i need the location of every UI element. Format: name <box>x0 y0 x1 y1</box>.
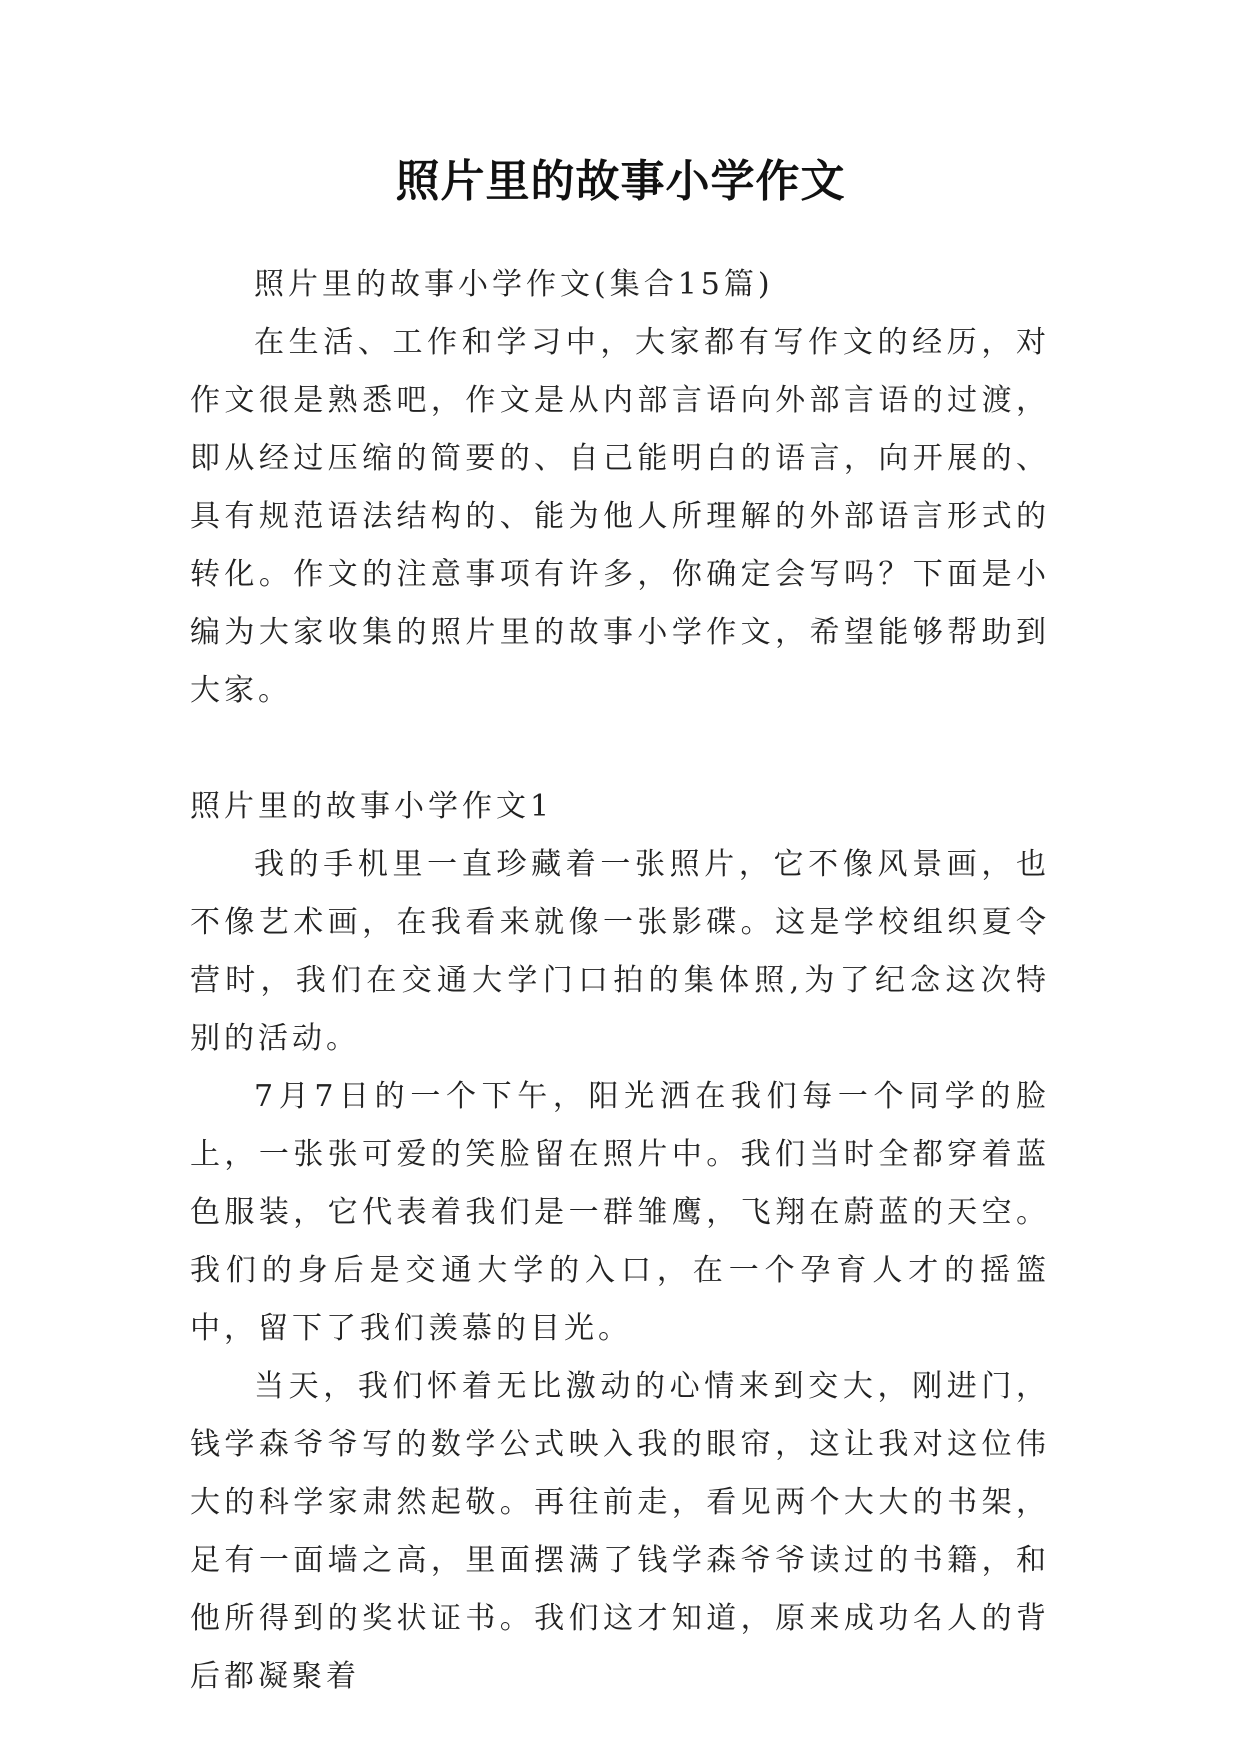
paragraph-gap <box>190 720 1050 778</box>
document-subtitle: 照片里的故事小学作文(集合15篇) <box>254 267 774 302</box>
document-body <box>190 256 1050 1706</box>
body-paragraph-3: 当天，我们怀着无比激动的心情来到交大，刚进门，钱学森爷爷写的数学公式映入我的眼帘，这让我对这位伟大的科学家肃然起敬。再往前走，看见两个大大的书架，足有一面墙之高，里面摆满了钱学森爷爷读过的书籍，和他所得到的奖状证书。我们这才知道，原来成功名人的背后都凝聚着 <box>190 1369 1050 1694</box>
section-heading: 照片里的故事小学作文1 <box>190 789 554 824</box>
document-title: 照片里的故事小学作文 <box>395 156 846 207</box>
body-paragraph-1: 我的手机里一直珍藏着一张照片，它不像风景画，也不像艺术画，在我看来就像一张影碟。这是学校组织夏令营时，我们在交通大学门口拍的集体照,为了纪念这次特别的活动。 <box>190 847 1050 1056</box>
body-paragraph-2: 7月7日的一个下午，阳光洒在我们每一个同学的脸上，一张张可爱的笑脸留在照片中。我们当时全都穿着蓝色服装，它代表着我们是一群雏鹰，飞翔在蔚蓝的天空。我们的身后是交通大学的入口，在一个孕育人才的摇篮中，留下了我们羡慕的目光。 <box>190 1079 1050 1346</box>
intro-paragraph: 在生活、工作和学习中，大家都有写作文的经历，对作文很是熟悉吧，作文是从内部言语向外部言语的过渡，即从经过压缩的简要的、自己能明白的语言，向开展的、具有规范语法结构的、能为他人所理解的外部语言形式的转化。作文的注意事项有许多，你确定会写吗？下面是小编为大家收集的照片里的故事小学作文，希望能够帮助到大家。 <box>190 325 1050 708</box>
